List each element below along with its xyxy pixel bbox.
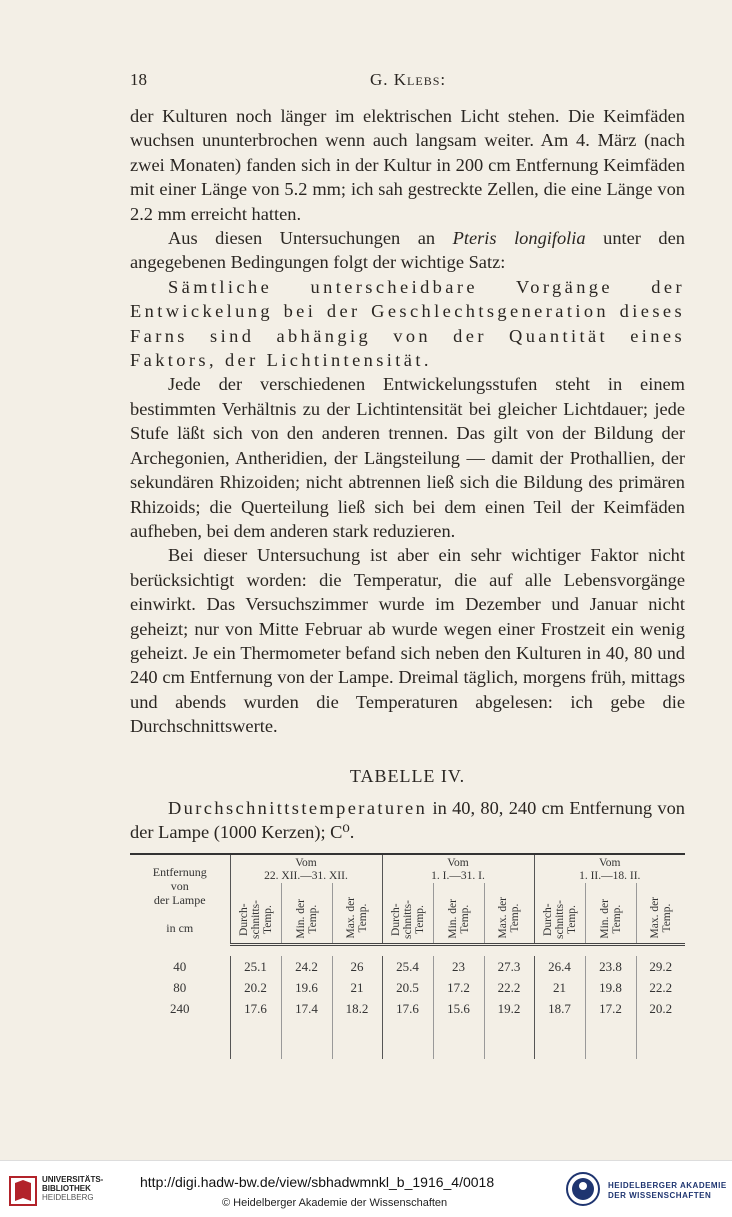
university-library-label: UNIVERSITÄTS- BIBLIOTHEK HEIDELBERG [42, 1175, 104, 1202]
max-temp-header: Max. der Temp. [332, 883, 382, 945]
avg-temp-header: Durch- schnitts- Temp. [382, 883, 433, 945]
temperature-table [130, 853, 685, 1059]
period-header-january: Vom 1. I.—31. I. [382, 854, 534, 883]
max-temp-header: Max. der Temp. [484, 883, 534, 945]
university-library-logo-icon [8, 1175, 38, 1207]
species-name: Pteris longifolia [452, 228, 586, 249]
permalink[interactable]: http://digi.hadw-bw.de/view/sbhadwmnkl_b_1916_4/0018 [140, 1174, 495, 1190]
paragraph-developmental-stages: Jede der verschiedenen Entwickelungsstufen steht in einem bestimmten Verhältnis zu der Lichtintensität bei gleicher Lichtdauer; jede Stufe läßt sich von den anderen trennen. Das gilt von der Bildung der Archegonien, Antheridien, der Längsteilung — damit der Prothallien, der sekundären Rhizoiden; nicht abtrennen ließ sich die Bildung des primären Rhizoids; die Querteilung ließ sich bei dem einen Teil der Keimfäden aufheben, bei dem anderen stark reduzieren. [130, 374, 685, 541]
paragraph-key-statement: Sämtliche unterscheidbare Vorgänge der Entwickelung bei der Geschlechtsgeneration dieses Farns sind abhängig von der Quantität eines Faktors, der Lichtintensität. [130, 276, 685, 371]
min-temp-header: Min. der Temp. [585, 883, 636, 945]
academy-seal-icon [565, 1171, 601, 1207]
running-title: G. Klebs: [370, 70, 447, 89]
table-row: 80 20.2 19.6 21 20.5 17.2 22.2 21 19.8 22.2 [130, 977, 685, 998]
table-subtitle: Durchschnittstemperaturen in 40, 80, 240 cm Entfernung von der Lampe (1000 Kerzen); C⁰. [130, 798, 685, 843]
paragraph-temperature: Bei dieser Untersuchung ist aber ein sehr wichtiger Faktor nicht berücksichtigt worden: die Temperatur, die auf alle Lebensvorgänge einwirkt. Das Versuchszimmer wurde im Dezember und Januar nicht geheizt; nur von Mitte Februar ab wurde wegen einer Frostzeit ein wenig geheizt. Je ein Thermometer befand sich neben den Kulturen in 40, 80 und 240 cm Entfernung von der Lampe. Dreimal täglich, morgens früh, mittags und abends wurden die Temperaturen abgelesen: ich gebe die Durchschnittswerte. [130, 545, 685, 737]
avg-temp-header: Durch- schnitts- Temp. [230, 883, 281, 945]
period-header-december: Vom 22. XII.—31. XII. [230, 854, 382, 883]
body-text [130, 104, 685, 739]
max-temp-header: Max. der Temp. [636, 883, 685, 945]
paragraph-conclusion-intro: Aus diesen Untersuchungen an Pteris longifolia unter den angegebenen Bedingungen folgt der wichtige Satz: [130, 228, 685, 273]
table-caption: TABELLE IV. [349, 766, 466, 786]
copyright-notice: © Heidelberger Akademie der Wissenschaften [222, 1197, 448, 1209]
paragraph-continuation: der Kulturen noch länger im elektrischen Licht stehen. Die Keimfäden wuchsen ununterbrochen wenn auch langsam weiter. Am 4. März (nach zwei Monaten) fanden sich in der Kultur in 200 cm Entfernung Keimfäden mit einer Länge von 5.2 mm; ich sah gestreckte Zellen, die eine Länge von 2.2 mm erreicht hatten. [130, 106, 685, 224]
period-header-february: Vom 1. II.—18. II. [534, 854, 685, 883]
table-row: 40 25.1 24.2 26 25.4 23 27.3 26.4 23.8 29.2 [130, 956, 685, 977]
viewer-footer [0, 1160, 732, 1217]
avg-temp-header: Durch- schnitts- Temp. [534, 883, 585, 945]
table-row: 240 17.6 17.4 18.2 17.6 15.6 19.2 18.7 17.2 20.2 [130, 998, 685, 1019]
min-temp-header: Min. der Temp. [281, 883, 332, 945]
academy-label: HEIDELBERGER AKADEMIE DER WISSENSCHAFTEN [608, 1181, 727, 1200]
page-number: 18 [130, 70, 147, 89]
min-temp-header: Min. der Temp. [433, 883, 484, 945]
distance-header: Entfernung von der Lampe in cm [152, 864, 207, 935]
